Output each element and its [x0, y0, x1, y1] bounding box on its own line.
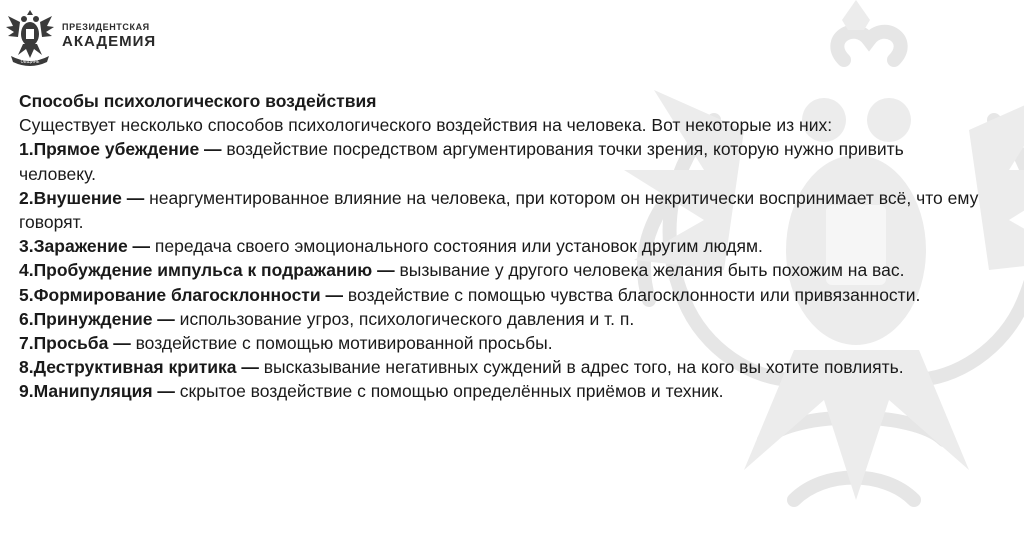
seal-ribbon-text: ОБЩИНЕ	[20, 59, 40, 64]
method-item	[19, 379, 979, 403]
method-description: скрытое воздействие с помощью определённых приёмов и техник.	[174, 381, 724, 402]
method-description: высказывание негативных суждений в адрес того, на кого вы хотите повлиять.	[258, 357, 904, 378]
method-item	[19, 307, 979, 331]
method-term: 3.Заражение —	[19, 236, 151, 257]
brand-line-1: ПРЕЗИДЕНТСКАЯ	[62, 22, 150, 32]
method-term: 5.Формирование благосклонности —	[19, 284, 343, 305]
method-description: воздействие с помощью чувства благосклонности или привязанности.	[343, 284, 921, 305]
slide-title: Способы психологического воздействия	[19, 91, 377, 111]
method-term: 1.Прямое убеждение —	[19, 139, 222, 160]
method-term: 2.Внушение —	[19, 187, 145, 208]
method-item	[19, 234, 979, 258]
academy-logo-icon	[6, 8, 54, 66]
method-description: вызывание у другого человека желания быть похожим на вас.	[394, 260, 905, 281]
method-description: воздействие с помощью мотивированной просьбы.	[130, 333, 553, 354]
slide-content	[19, 89, 979, 404]
method-item	[19, 258, 979, 282]
method-item	[19, 186, 979, 234]
method-description: воздействие посредством аргументирования точки зрения, которую нужно привить человеку.	[19, 139, 904, 184]
method-term: 9.Манипуляция —	[19, 381, 175, 402]
method-item	[19, 355, 979, 379]
method-item	[19, 331, 979, 355]
method-item	[19, 283, 979, 307]
method-description: неаргументированное влияние на человека, при котором он некритически воспринимает всё, что ему говорят.	[19, 187, 979, 233]
method-description: использование угроз, психологического давления и т. п.	[174, 308, 635, 329]
brand-name	[62, 22, 156, 50]
method-term: 8.Деструктивная критика —	[19, 357, 259, 378]
method-term: 7.Просьба —	[19, 333, 131, 354]
method-description: передача своего эмоционального состояния или установок другим людям.	[150, 236, 763, 257]
method-term: 4.Пробуждение импульса к подражанию —	[19, 260, 395, 281]
method-term: 6.Принуждение —	[19, 308, 175, 329]
slide-intro: Существует несколько способов психологического воздействия на человека. Вот некоторые из них:	[19, 115, 833, 136]
brand-line-2: АКАДЕМИЯ	[62, 33, 157, 50]
methods-list	[19, 137, 979, 403]
method-item	[19, 137, 979, 185]
